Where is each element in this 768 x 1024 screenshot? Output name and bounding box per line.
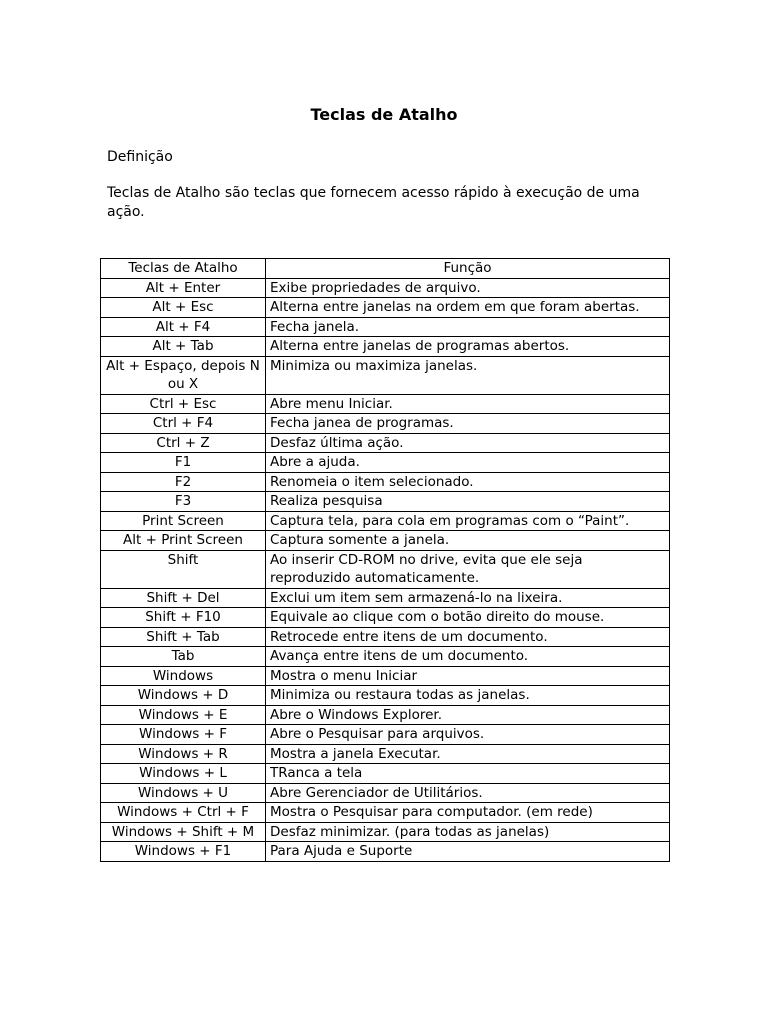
table-row [101, 608, 670, 628]
shortcut-function-cell: Desfaz minimizar. (para todas as janelas) [266, 822, 670, 842]
shortcut-key-cell: Alt + Enter [101, 278, 266, 298]
table-row [101, 511, 670, 531]
shortcut-function-cell: Mostra o menu Iniciar [266, 666, 670, 686]
shortcut-function-cell: Fecha janela. [266, 317, 670, 337]
shortcut-function-cell: Minimiza ou restaura todas as janelas. [266, 686, 670, 706]
shortcut-key-cell: F2 [101, 472, 266, 492]
shortcut-key-cell: Shift [101, 550, 266, 588]
table-row [101, 356, 670, 394]
column-header-function: Função [266, 259, 670, 279]
shortcut-key-cell: F3 [101, 492, 266, 512]
table-row [101, 394, 670, 414]
table-row [101, 647, 670, 667]
shortcut-key-cell: Alt + Tab [101, 337, 266, 357]
shortcut-function-cell: Abre a ajuda. [266, 453, 670, 473]
shortcut-key-cell: Alt + F4 [101, 317, 266, 337]
table-row [101, 744, 670, 764]
shortcut-key-cell: Shift + Del [101, 588, 266, 608]
shortcut-key-cell: Windows + D [101, 686, 266, 706]
shortcut-function-cell: Exclui um item sem armazená-lo na lixeira. [266, 588, 670, 608]
shortcut-key-cell: Ctrl + F4 [101, 414, 266, 434]
table-row [101, 725, 670, 745]
shortcut-function-cell: Abre Gerenciador de Utilitários. [266, 783, 670, 803]
shortcut-key-cell: Print Screen [101, 511, 266, 531]
table-row [101, 550, 670, 588]
shortcut-key-cell: Ctrl + Z [101, 433, 266, 453]
table-row [101, 472, 670, 492]
table-row [101, 705, 670, 725]
table-header-row [101, 259, 670, 279]
shortcut-function-cell: Renomeia o item selecionado. [266, 472, 670, 492]
shortcut-key-cell: Windows + F1 [101, 842, 266, 862]
table-row [101, 298, 670, 318]
table-row [101, 414, 670, 434]
shortcut-function-cell: Abre o Windows Explorer. [266, 705, 670, 725]
table-row [101, 278, 670, 298]
table-row [101, 666, 670, 686]
shortcut-function-cell: Avança entre itens de um documento. [266, 647, 670, 667]
table-row [101, 803, 670, 823]
page-title: Teclas de Atalho [310, 105, 458, 124]
shortcut-key-cell: Alt + Esc [101, 298, 266, 318]
shortcut-function-cell: Captura tela, para cola em programas com o “Paint”. [266, 511, 670, 531]
table-row [101, 783, 670, 803]
table-row [101, 317, 670, 337]
definition-text: Teclas de Atalho são teclas que fornecem acesso rápido à execução de uma ação. [107, 185, 640, 220]
shortcut-key-cell: Windows + F [101, 725, 266, 745]
shortcut-function-cell: Equivale ao clique com o botão direito do mouse. [266, 608, 670, 628]
shortcut-function-cell: Abre menu Iniciar. [266, 394, 670, 414]
shortcut-key-cell: Windows + Ctrl + F [101, 803, 266, 823]
shortcut-function-cell: Abre o Pesquisar para arquivos. [266, 725, 670, 745]
table-row [101, 764, 670, 784]
shortcut-function-cell: TRanca a tela [266, 764, 670, 784]
definition-heading: Definição [107, 149, 173, 165]
shortcut-function-cell: Fecha janea de programas. [266, 414, 670, 434]
shortcut-function-cell: Para Ajuda e Suporte [266, 842, 670, 862]
shortcut-key-cell: Tab [101, 647, 266, 667]
shortcut-key-cell: Shift + F10 [101, 608, 266, 628]
shortcut-function-cell: Captura somente a janela. [266, 531, 670, 551]
shortcut-key-cell: Ctrl + Esc [101, 394, 266, 414]
table-row [101, 453, 670, 473]
column-header-shortcut: Teclas de Atalho [101, 259, 266, 279]
table-row [101, 433, 670, 453]
table-row [101, 337, 670, 357]
shortcut-function-cell: Retrocede entre itens de um documento. [266, 627, 670, 647]
shortcut-function-cell: Minimiza ou maximiza janelas. [266, 356, 670, 394]
table-row [101, 842, 670, 862]
shortcut-key-cell: Windows + Shift + M [101, 822, 266, 842]
shortcut-key-cell: Alt + Print Screen [101, 531, 266, 551]
shortcut-function-cell: Mostra a janela Executar. [266, 744, 670, 764]
shortcut-function-cell: Alterna entre janelas na ordem em que foram abertas. [266, 298, 670, 318]
shortcut-key-cell: Windows [101, 666, 266, 686]
shortcut-function-cell: Realiza pesquisa [266, 492, 670, 512]
table-row [101, 531, 670, 551]
shortcut-function-cell: Exibe propriedades de arquivo. [266, 278, 670, 298]
table-row [101, 492, 670, 512]
shortcuts-table [100, 258, 670, 862]
shortcut-key-cell: Windows + R [101, 744, 266, 764]
shortcut-key-cell: Windows + U [101, 783, 266, 803]
shortcut-function-cell: Ao inserir CD-ROM no drive, evita que ele seja reproduzido automaticamente. [266, 550, 670, 588]
shortcut-key-cell: Alt + Espaço, depois N ou X [101, 356, 266, 394]
shortcut-key-cell: Windows + E [101, 705, 266, 725]
table-row [101, 686, 670, 706]
shortcut-function-cell: Mostra o Pesquisar para computador. (em rede) [266, 803, 670, 823]
shortcut-key-cell: F1 [101, 453, 266, 473]
shortcut-key-cell: Shift + Tab [101, 627, 266, 647]
table-row [101, 627, 670, 647]
shortcut-key-cell: Windows + L [101, 764, 266, 784]
table-row [101, 588, 670, 608]
shortcut-function-cell: Desfaz última ação. [266, 433, 670, 453]
shortcut-function-cell: Alterna entre janelas de programas abertos. [266, 337, 670, 357]
table-row [101, 822, 670, 842]
